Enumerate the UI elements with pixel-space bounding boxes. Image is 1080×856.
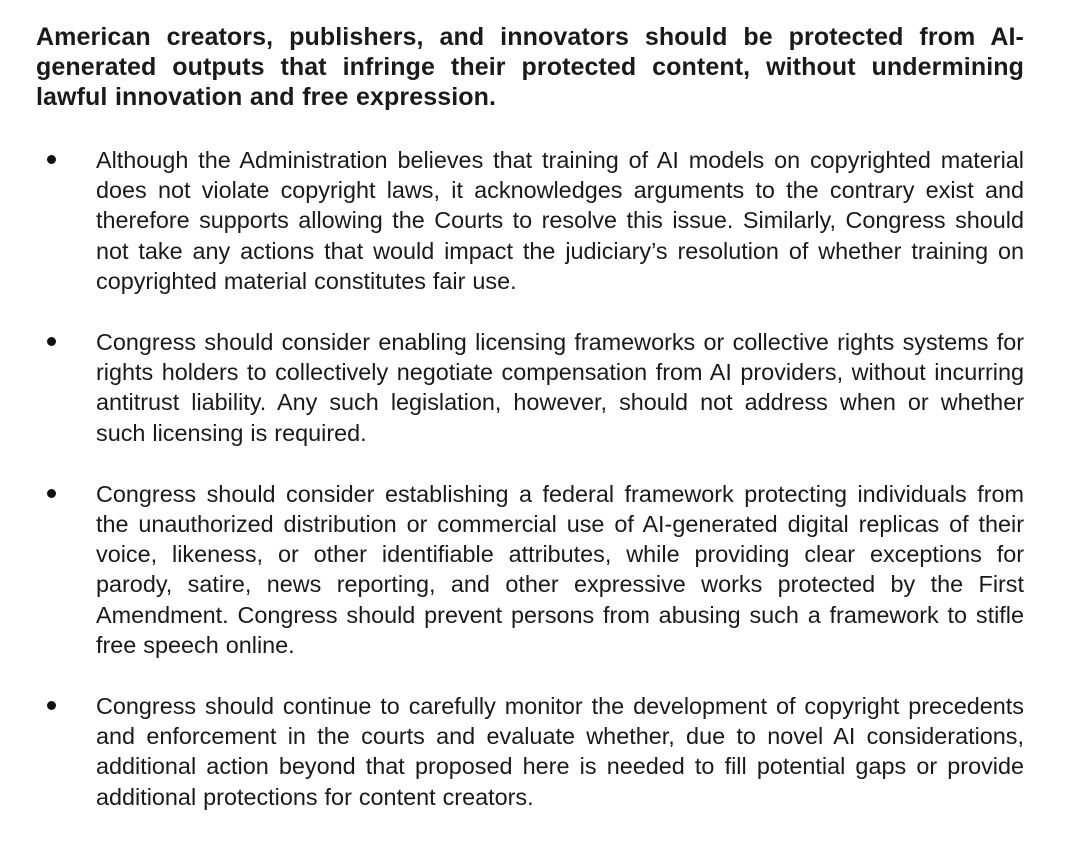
bullet-text: Congress should consider establishing a federal framework protecting individuals from the unauthorized distribution or commercial use of AI-generated digital replicas of their voice, likeness, or other identifiable attributes, while providing clear exceptions for parody, satire, news reporting, and other expressive works protected by the First Amendment. Congress should prevent persons from abusing such a framework to stifle free speech online. (96, 480, 1024, 658)
bullet-dot-icon (47, 701, 56, 710)
section-heading: American creators, publishers, and innovators should be protected from AI-generated outputs that infringe their protected content, without undermining lawful innovation and free expression. (36, 23, 1024, 111)
bullet-item-1 (36, 145, 1024, 296)
bullet-text: Congress should consider enabling licensing frameworks or collective rights systems for rights holders to collectively negotiate compensation from AI providers, without incurring antitrust liability. Any such legislation, however, should not address when or whether such licensing is required. (96, 329, 1024, 446)
bullet-text: Although the Administration believes that training of AI models on copyrighted material does not violate copyright laws, it acknowledges arguments to the contrary exist and therefore supports allowing the Courts to resolve this issue. Similarly, Congress should not take any actions that would impact the judiciary’s resolution of whether training on copyrighted material constitutes fair use. (96, 147, 1024, 294)
bullet-item-3 (36, 479, 1024, 660)
bullet-text: Congress should continue to carefully monitor the development of copyright precedents and enforcement in the courts and evaluate whether, due to novel AI considerations, additional action beyond that proposed here is needed to fill potential gaps or provide additional protections for content creators. (96, 693, 1024, 810)
bullet-dot-icon (47, 337, 56, 346)
bullet-item-4 (36, 691, 1024, 812)
bullet-dot-icon (47, 489, 56, 498)
bullet-dot-icon (47, 155, 56, 164)
bullet-item-2 (36, 327, 1024, 448)
bullet-list (36, 145, 1024, 812)
